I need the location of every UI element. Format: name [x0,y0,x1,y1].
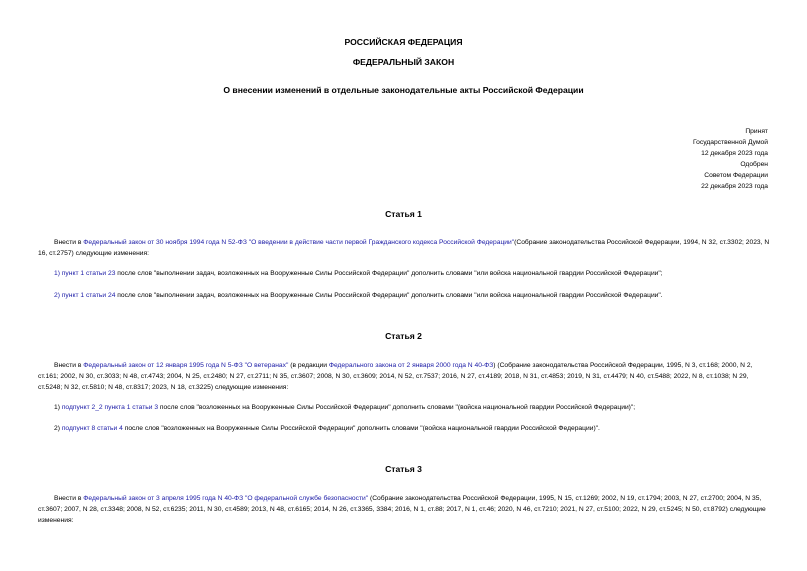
article-2-heading: Статья 2 [385,331,422,341]
intro-text: Внести в [54,495,84,502]
item-text: после слов "возложенных на Вооруженные Силы Российской Федерации" дополнить словами "(войска национальной гвардии Российской Федерации)". [122,425,600,432]
item-link[interactable]: подпункт 8 статьи 4 [61,425,123,432]
adoption-block [600,126,768,192]
item-text: после слов "выполнении задач, возложенных на Вооруженные Силы Российской Федерации" дополнить словами "или войска национальной гвардии Российской Федерации"; [115,270,663,277]
article-1-heading: Статья 1 [385,209,422,219]
adoption-line: Советом Федерации [704,172,768,179]
intro-text: (в редакции [288,362,329,369]
article-2-item-2 [54,423,770,434]
law-link[interactable]: Федерального закона от 2 января 2000 года N 40-ФЗ [328,362,494,369]
article-2-item-1 [54,402,770,413]
law-link[interactable]: Федеральный закон от 12 января 1995 года N 5-ФЗ "О ветеранах" [83,362,289,369]
law-type-title: ФЕДЕРАЛЬНЫЙ ЗАКОН [352,57,455,67]
country-title: РОССИЙСКАЯ ФЕДЕРАЦИЯ [344,37,463,47]
article-3-heading: Статья 3 [385,464,422,474]
item-number: 1) [54,404,62,411]
item-text: после слов "выполнении задач, возложенных на Вооруженные Силы Российской Федерации" дополнить словами "или войска национальной гвардии Российской Федерации". [115,292,663,299]
intro-text: Внести в [54,362,84,369]
article-1-item-1 [54,268,770,279]
item-link[interactable]: 1) пункт 1 статьи 23 [54,270,116,277]
intro-text: (Собрание законодательства Российской Федерации, 1994, N 32, ст.3302; 2023, N 16, ст.2757) следующие изменения: [38,239,770,257]
item-text: после слов "возложенных на Вооруженные Силы Российской Федерации" дополнить словами "(войска национальной гвардии Российской Федерации)"; [158,404,636,411]
adoption-line: Одобрен [740,161,768,168]
intro-text: (Собрание законодательства Российской Федерации, 1995, N 15, ст.1269; 2002, N 19, ст.1794; 2003, N 27, ст.2700; 2004, N 35, ст.3607; 2007, N 28, ст.3348; 2008, N 52, ст.6235; 2011, N 30, ст.4589; 2013, N 48, ст.6165; 2014, N 26, ст.3365, 3384; 2016, N 1, ст.88; 2017, N 1, ст.46; 2020, N 46, ст.7210; 2021, N 27, ст.5100; 2022, N 29, ст.5245; N 50, ст.8792) следующие изменения: [38,495,766,524]
item-link[interactable]: 2) пункт 1 статьи 24 [54,292,116,299]
item-number: 2) [54,425,62,432]
adoption-line: Государственной Думой [693,139,768,146]
intro-text: Внести в [54,239,84,246]
adoption-line: 12 декабря 2023 года [701,150,768,157]
law-link[interactable]: Федеральный закон от 30 ноября 1994 года N 52-ФЗ "О введении в действие части первой Гражданского кодекса Российской Федерации" [83,239,515,246]
law-link[interactable]: Федеральный закон от 3 апреля 1995 года N 40-ФЗ "О федеральной службе безопасности" [83,495,369,502]
item-link[interactable]: подпункт 2_2 пункта 1 статьи 3 [61,404,159,411]
adoption-line: Принят [745,128,768,135]
adoption-line: 22 декабря 2023 года [701,183,768,190]
law-title: О внесении изменений в отдельные законодательные акты Российской Федерации [223,85,584,95]
article-1-item-2 [54,290,770,301]
intro-text: ) (Собрание законодательства Российской Федерации, 1995, N 3, ст.168; 2000, N 2, ст.161; 2002, N 30, ст.3033; N 48, ст.4743; 2004, N 25, ст.2480; N 27, ст.2711; N 35, ст.3607; 2008, N 30, ст.3609; 2014, N 52, ст.7537; 2016, N 27, ст.4189; 2018, N 31, ст.4853; 2019, N 31, ст.4479; N 40, ст.5488; 2022, N 8, ст.1038; N 29, ст.5248; N 32, ст.5810; N 48, ст.8317; 2023, N 18, ст.3225) следующие изменения: [38,362,753,391]
article-2-intro [38,360,770,393]
article-1-intro [38,237,770,259]
article-3-intro [38,493,770,526]
